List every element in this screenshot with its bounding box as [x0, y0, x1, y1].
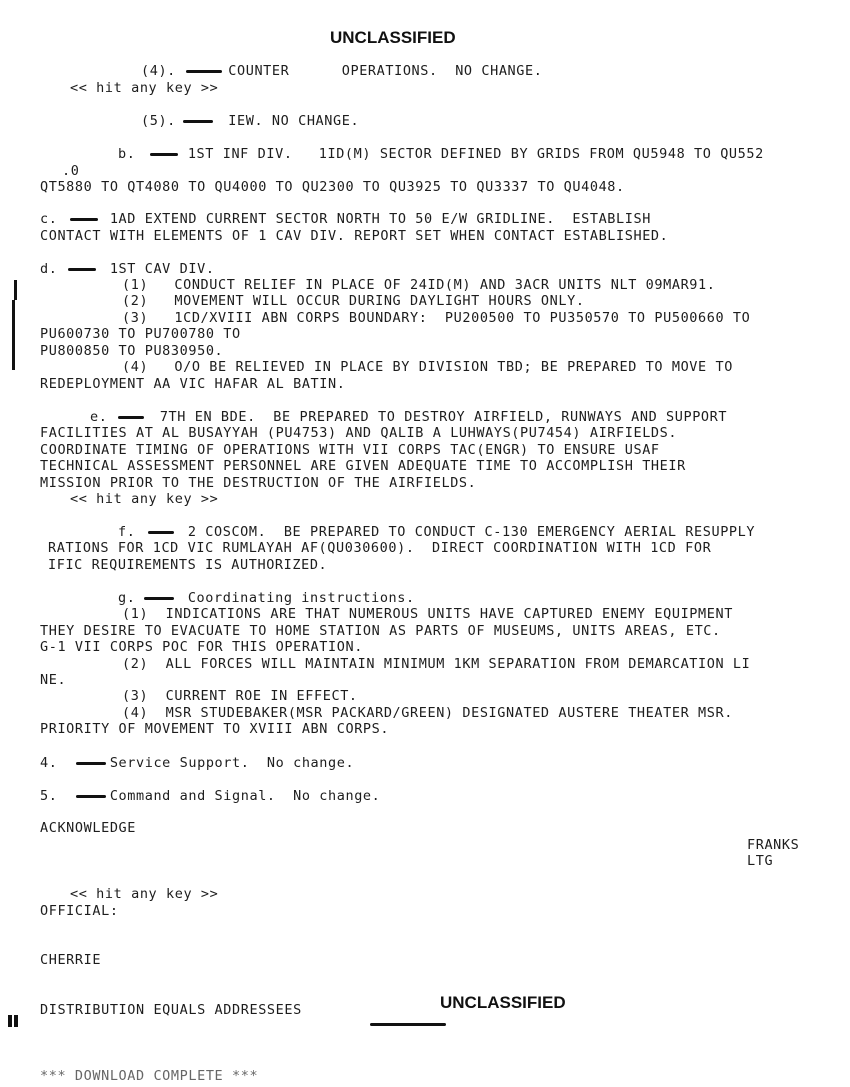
doc-line: b. 1ST INF DIV. 1ID(M) SECTOR DEFINED BY GRIDS FROM QU5948 TO QU552 [118, 146, 764, 162]
binding-mark [12, 300, 15, 370]
doc-line: NE. [40, 672, 67, 688]
doc-line: (3) CURRENT ROE IN EFFECT. [122, 688, 358, 704]
hit-key-prompt: << hit any key >> [70, 491, 219, 507]
doc-line: G-1 VII CORPS POC FOR THIS OPERATION. [40, 639, 363, 655]
doc-line: (1) CONDUCT RELIEF IN PLACE OF 24ID(M) AND 3ACR UNITS NLT 09MAR91. [122, 277, 716, 293]
doc-line: PU600730 TO PU700780 TO [40, 326, 241, 342]
doc-line: OFFICIAL: [40, 903, 119, 919]
doc-line: FACILITIES AT AL BUSAYYAH (PU4753) AND QALIB A LUHWAYS(PU7454) AIRFIELDS. [40, 425, 678, 441]
doc-line: 4. Service Support. No change. [40, 755, 355, 771]
doc-line: (2) ALL FORCES WILL MAINTAIN MINIMUM 1KM SEPARATION FROM DEMARCATION LI [122, 656, 751, 672]
doc-line: .0 [62, 163, 80, 179]
doc-line: c. 1AD EXTEND CURRENT SECTOR NORTH TO 50 E/W GRIDLINE. ESTABLISH [40, 211, 651, 227]
doc-line: (5). IEW. NO CHANGE. [141, 113, 360, 129]
doc-line: QT5880 TO QT4080 TO QU4000 TO QU2300 TO QU3925 TO QU3337 TO QU4048. [40, 179, 625, 195]
doc-line: d. 1ST CAV DIV. [40, 261, 215, 277]
doc-line: (2) MOVEMENT WILL OCCUR DURING DAYLIGHT HOURS ONLY. [122, 293, 585, 309]
doc-line: MISSION PRIOR TO THE DESTRUCTION OF THE AIRFIELDS. [40, 475, 477, 491]
doc-line: THEY DESIRE TO EVACUATE TO HOME STATION AS PARTS OF MUSEUMS, UNITS AREAS, ETC. [40, 623, 721, 639]
doc-line: (4) O/O BE RELIEVED IN PLACE BY DIVISION TBD; BE PREPARED TO MOVE TO [122, 359, 733, 375]
doc-line: REDEPLOYMENT AA VIC HAFAR AL BATIN. [40, 376, 346, 392]
doc-line: PU800850 TO PU830950. [40, 343, 224, 359]
doc-line: f. 2 COSCOM. BE PREPARED TO CONDUCT C-130 EMERGENCY AERIAL RESUPPLY [118, 524, 756, 540]
status-line: *** DOWNLOAD COMPLETE *** [40, 1068, 259, 1084]
doc-line: PRIORITY OF MOVEMENT TO XVIII ABN CORPS. [40, 721, 390, 737]
doc-line: RATIONS FOR 1CD VIC RUMLAYAH AF(QU030600). DIRECT COORDINATION WITH 1CD FOR [48, 540, 712, 556]
redaction-strike [370, 1023, 446, 1026]
doc-line: (4). COUNTER OPERATIONS. NO CHANGE. [141, 63, 543, 79]
doc-line: TECHNICAL ASSESSMENT PERSONNEL ARE GIVEN ADEQUATE TIME TO ACCOMPLISH THEIR [40, 458, 686, 474]
hit-key-prompt: << hit any key >> [70, 80, 219, 96]
doc-line: CONTACT WITH ELEMENTS OF 1 CAV DIV. REPORT SET WHEN CONTACT ESTABLISHED. [40, 228, 669, 244]
doc-line: 5. Command and Signal. No change. [40, 788, 381, 804]
signature-name: FRANKS [747, 837, 800, 853]
binding-mark [14, 1015, 18, 1027]
doc-line: ACKNOWLEDGE [40, 820, 137, 836]
classification-bottom: UNCLASSIFIED [440, 993, 566, 1012]
doc-line: e. 7TH EN BDE. BE PREPARED TO DESTROY AIRFIELD, RUNWAYS AND SUPPORT [90, 409, 728, 425]
classification-top: UNCLASSIFIED [330, 28, 456, 47]
doc-line: COORDINATE TIMING OF OPERATIONS WITH VII CORPS TAC(ENGR) TO ENSURE USAF [40, 442, 660, 458]
hit-key-prompt: << hit any key >> [70, 886, 219, 902]
signature-rank: LTG [747, 853, 774, 869]
doc-line: IFIC REQUIREMENTS IS AUTHORIZED. [48, 557, 328, 573]
doc-line: g. Coordinating instructions. [118, 590, 415, 606]
doc-line: DISTRIBUTION EQUALS ADDRESSEES [40, 1002, 302, 1018]
binding-mark [8, 1015, 12, 1027]
doc-line: (3) 1CD/XVIII ABN CORPS BOUNDARY: PU200500 TO PU350570 TO PU500660 TO [122, 310, 751, 326]
doc-line: (1) INDICATIONS ARE THAT NUMEROUS UNITS HAVE CAPTURED ENEMY EQUIPMENT [122, 606, 733, 622]
binding-mark [14, 280, 17, 300]
doc-line: (4) MSR STUDEBAKER(MSR PACKARD/GREEN) DESIGNATED AUSTERE THEATER MSR. [122, 705, 733, 721]
official-name: CHERRIE [40, 952, 102, 968]
